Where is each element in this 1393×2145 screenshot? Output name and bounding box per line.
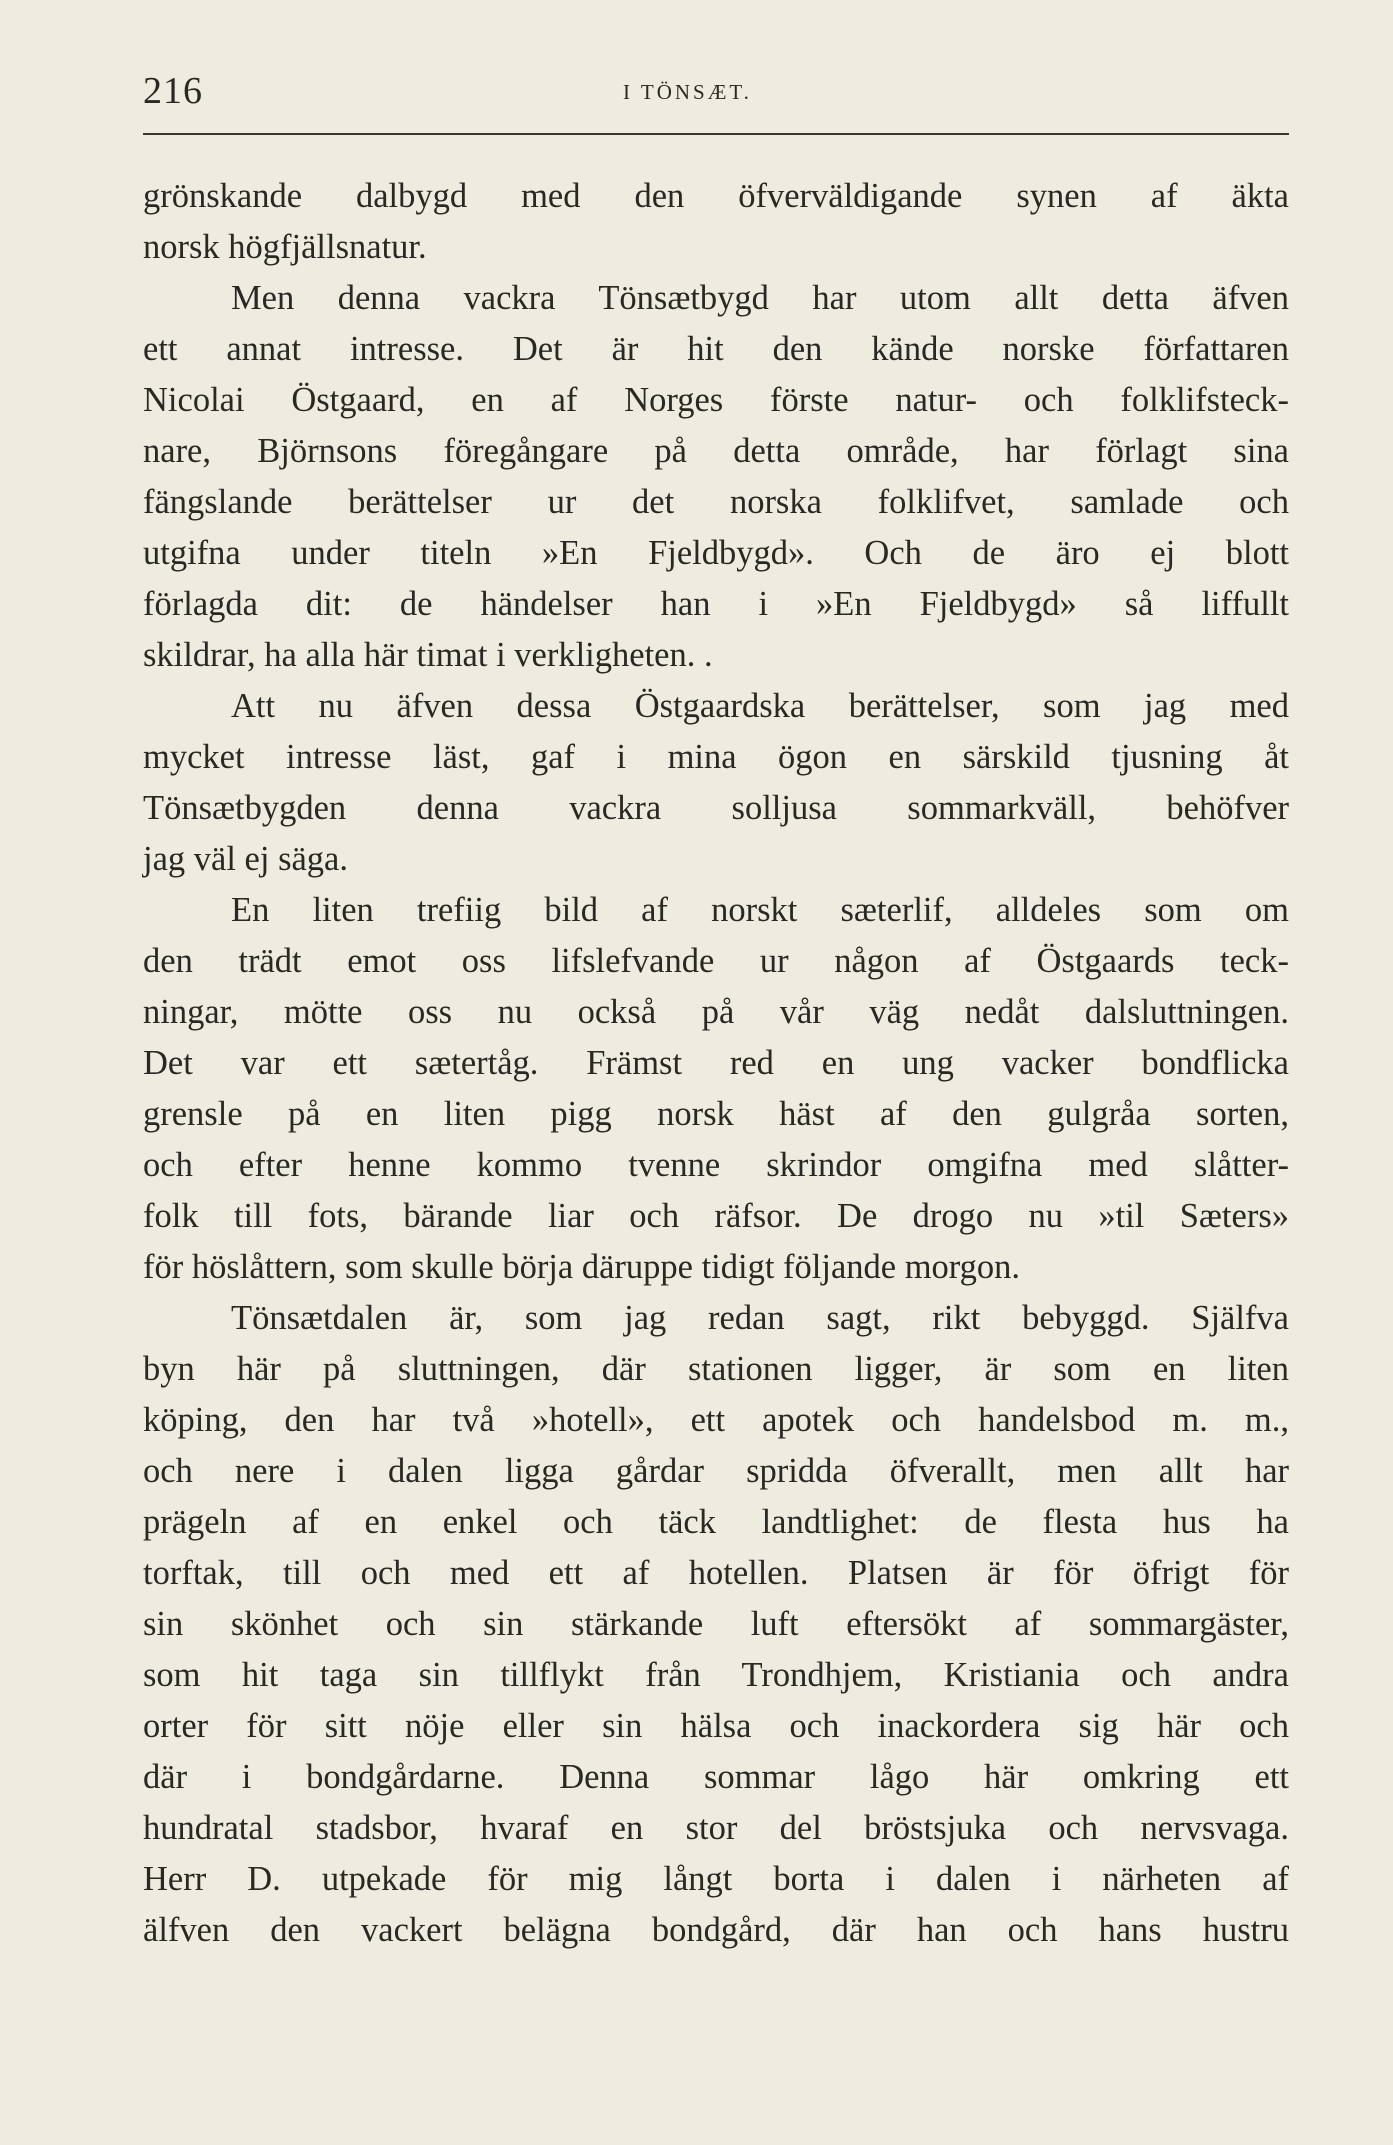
text-line: sin skönhet och sin stärkande luft eftersökt af sommargäster, bbox=[143, 1605, 1289, 1643]
text-line: byn här på sluttningen, där stationen ligger, är som en liten bbox=[143, 1350, 1289, 1388]
body-text bbox=[143, 171, 1289, 1956]
text-line: och nere i dalen ligga gårdar spridda öfverallt, men allt har bbox=[143, 1452, 1289, 1490]
text-line: orter för sitt nöje eller sin hälsa och inackordera sig här och bbox=[143, 1707, 1289, 1745]
text-line: ningar, mötte oss nu också på vår väg nedåt dalsluttningen. bbox=[143, 993, 1289, 1031]
text-line: hundratal stadsbor, hvaraf en stor del bröstsjuka och nervsvaga. bbox=[143, 1809, 1289, 1847]
text-line: för höslåttern, som skulle börja däruppe tidigt följande morgon. bbox=[143, 1248, 1021, 1286]
text-line: fängslande berättelser ur det norska folklifvet, samlade och bbox=[143, 483, 1289, 521]
text-line: älfven den vackert belägna bondgård, där han och hans hustru bbox=[143, 1911, 1289, 1949]
text-line: som hit taga sin tillflykt från Trondhjem, Kristiania och andra bbox=[143, 1656, 1289, 1694]
text-line: prägeln af en enkel och täck landtlighet: de flesta hus ha bbox=[143, 1503, 1289, 1541]
page-header bbox=[143, 66, 1289, 116]
text-line: nare, Björnsons föregångare på detta område, har förlagt sina bbox=[143, 432, 1289, 470]
text-line: förlagda dit: de händelser han i »En Fjeldbygd» så liffullt bbox=[143, 585, 1289, 623]
text-line: den trädt emot oss lifslefvande ur någon af Östgaards teck- bbox=[143, 942, 1289, 980]
text-line: där i bondgårdarne. Denna sommar lågo här omkring ett bbox=[143, 1758, 1289, 1796]
page-number: 216 bbox=[143, 70, 203, 112]
text-line: jag väl ej säga. bbox=[143, 840, 348, 878]
text-line: utgifna under titeln »En Fjeldbygd». Och de äro ej blott bbox=[143, 534, 1289, 572]
text-line: Det var ett sætertåg. Främst red en ung vacker bondflicka bbox=[143, 1044, 1289, 1082]
header-rule bbox=[143, 133, 1289, 135]
text-line: Att nu äfven dessa Östgaardska berättelser, som jag med bbox=[231, 687, 1289, 725]
text-line: norsk högfjällsnatur. bbox=[143, 228, 427, 266]
running-head: I TÖNSÆT. bbox=[623, 80, 752, 104]
text-line: En liten trefiig bild af norskt sæterlif, alldeles som om bbox=[231, 891, 1289, 929]
text-line: ett annat intresse. Det är hit den kände norske författaren bbox=[143, 330, 1289, 368]
text-line: mycket intresse läst, gaf i mina ögon en särskild tjusning åt bbox=[143, 738, 1289, 776]
text-line: Tönsætbygden denna vackra solljusa sommarkväll, behöfver bbox=[143, 789, 1289, 827]
text-line: Nicolai Östgaard, en af Norges förste natur- och folklifsteck- bbox=[143, 381, 1289, 419]
text-line: torftak, till och med ett af hotellen. Platsen är för öfrigt för bbox=[143, 1554, 1289, 1592]
text-line: skildrar, ha alla här timat i verkligheten. . bbox=[143, 636, 713, 674]
text-line: och efter henne kommo tvenne skrindor omgifna med slåtter- bbox=[143, 1146, 1289, 1184]
text-line: Tönsætdalen är, som jag redan sagt, rikt bebyggd. Själfva bbox=[231, 1299, 1289, 1337]
text-line: köping, den har två »hotell», ett apotek och handelsbod m. m., bbox=[143, 1401, 1289, 1439]
text-line: Herr D. utpekade för mig långt borta i dalen i närheten af bbox=[143, 1860, 1289, 1898]
text-line: grensle på en liten pigg norsk häst af den gulgråa sorten, bbox=[143, 1095, 1289, 1133]
text-line: Men denna vackra Tönsætbygd har utom allt detta äfven bbox=[231, 279, 1289, 317]
text-line: folk till fots, bärande liar och räfsor. De drogo nu »til Sæters» bbox=[143, 1197, 1289, 1235]
text-line: grönskande dalbygd med den öfverväldigande synen af äkta bbox=[143, 177, 1289, 215]
